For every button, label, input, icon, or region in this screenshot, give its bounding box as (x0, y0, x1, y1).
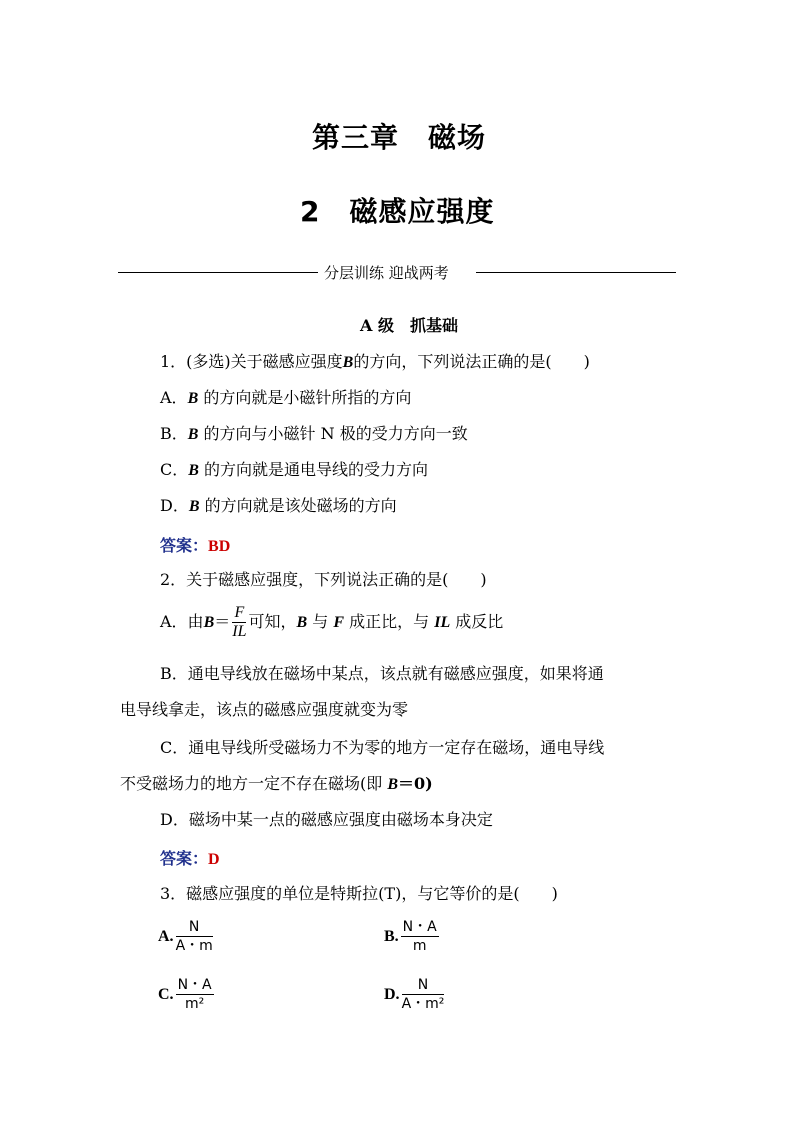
fraction-denominator: m² (184, 996, 205, 1012)
q2-option-b-line2: 电导线拿走，该点的磁感应强度就变为零 (120, 700, 409, 719)
unit-fraction (402, 976, 445, 1013)
q1-stem (160, 352, 590, 373)
q2-option-a (160, 604, 503, 641)
option-text: 的方向就是通电导线的受力方向 (204, 460, 429, 479)
fraction-denominator: m (412, 938, 427, 954)
var-il: IL (434, 614, 451, 631)
q2-option-d: D．磁场中某一点的磁感应强度由磁场本身决定 (160, 810, 493, 829)
option-label: B． (160, 424, 188, 443)
q3-option-c (158, 976, 216, 1013)
section-title: 2 磁感应强度 (300, 195, 495, 228)
fraction-numerator: N (402, 976, 445, 995)
var-b-3: B (387, 776, 399, 793)
q2-optc-line2-text: 不受磁场力的地方一定不存在磁场(即 (120, 774, 388, 793)
q1-option-c (160, 460, 428, 481)
option-label: A. (158, 928, 174, 945)
q2-optc-tail: ＝0) (398, 774, 433, 793)
q2-option-c-line1: C．通电导线所受磁场力不为零的地方一定存在磁场，通电导线 (160, 738, 605, 757)
q3-option-b (384, 918, 441, 955)
option-var: B (187, 390, 199, 407)
q2-option-b-line1: B．通电导线放在磁场中某点，该点就有磁感应强度，如果将通 (160, 664, 604, 683)
option-text: 的方向与小磁针 N 极的受力方向一致 (203, 424, 468, 443)
option-label: C． (160, 460, 189, 479)
fraction-denominator: A・m (175, 938, 213, 954)
var-b: B (203, 614, 215, 631)
q1-stem-prefix: 1．(多选)关于磁感应强度 (160, 352, 343, 371)
q1-option-d (160, 496, 397, 517)
unit-fraction (176, 976, 214, 1013)
q1-answer (160, 533, 230, 556)
fraction-numerator: F (232, 604, 246, 623)
fraction-numerator: N (176, 918, 213, 937)
option-label: C. (158, 986, 174, 1003)
option-var: B (188, 498, 200, 515)
chapter-title: 第三章 磁场 (312, 121, 487, 154)
option-label: D. (384, 986, 400, 1003)
q2-opta-t2: 成正比，与 (344, 612, 435, 631)
q1-stem-suffix: 的方向，下列说法正确的是( ) (353, 352, 590, 371)
q2-opta-t1: 与 (307, 612, 334, 631)
q2-answer (160, 846, 220, 869)
banner-rule-right (476, 272, 676, 273)
q2-stem: 2．关于磁感应强度，下列说法正确的是( ) (160, 570, 487, 589)
option-var: B (188, 462, 199, 479)
answer-value: BD (208, 538, 231, 555)
level-heading: A 级 抓基础 (360, 316, 458, 335)
answer-value: D (208, 851, 220, 868)
option-label: B. (384, 928, 399, 945)
q1-option-a (160, 388, 411, 409)
q1-stem-var: B (342, 354, 354, 371)
option-label: A． (160, 388, 188, 407)
q3-option-a (158, 918, 215, 955)
fraction-numerator: N・A (402, 919, 437, 935)
q1-option-b (160, 424, 468, 445)
option-text: 的方向就是该处磁场的方向 (204, 496, 397, 515)
option-label: D． (160, 496, 189, 515)
q3-stem: 3．磁感应强度的单位是特斯拉(T)，与它等价的是( ) (160, 884, 558, 903)
answer-label: 答案： (160, 849, 209, 868)
fraction-denominator: IL (232, 623, 247, 640)
q2-option-c-line2 (120, 774, 433, 795)
fraction-numerator: N・A (177, 977, 212, 993)
q2-opta-prefix: A．由 (160, 612, 204, 631)
unit-fraction (401, 918, 439, 955)
answer-label: 答案： (160, 536, 209, 555)
q2-opta-mid: 可知， (248, 612, 297, 631)
equals-sign: ＝ (214, 612, 231, 631)
var-b-2: B (296, 614, 308, 631)
fraction-denominator: A・m² (401, 996, 445, 1012)
unit-fraction (176, 918, 213, 955)
q2-opta-t3: 成反比 (450, 612, 504, 631)
q3-option-d (384, 976, 446, 1013)
banner-rule-left (118, 272, 318, 273)
var-f: F (333, 614, 345, 631)
option-text: 的方向就是小磁针所指的方向 (203, 388, 412, 407)
banner-text: 分层训练 迎战两考 (320, 262, 453, 283)
fraction-f-over-il (232, 604, 246, 641)
option-var: B (187, 426, 199, 443)
